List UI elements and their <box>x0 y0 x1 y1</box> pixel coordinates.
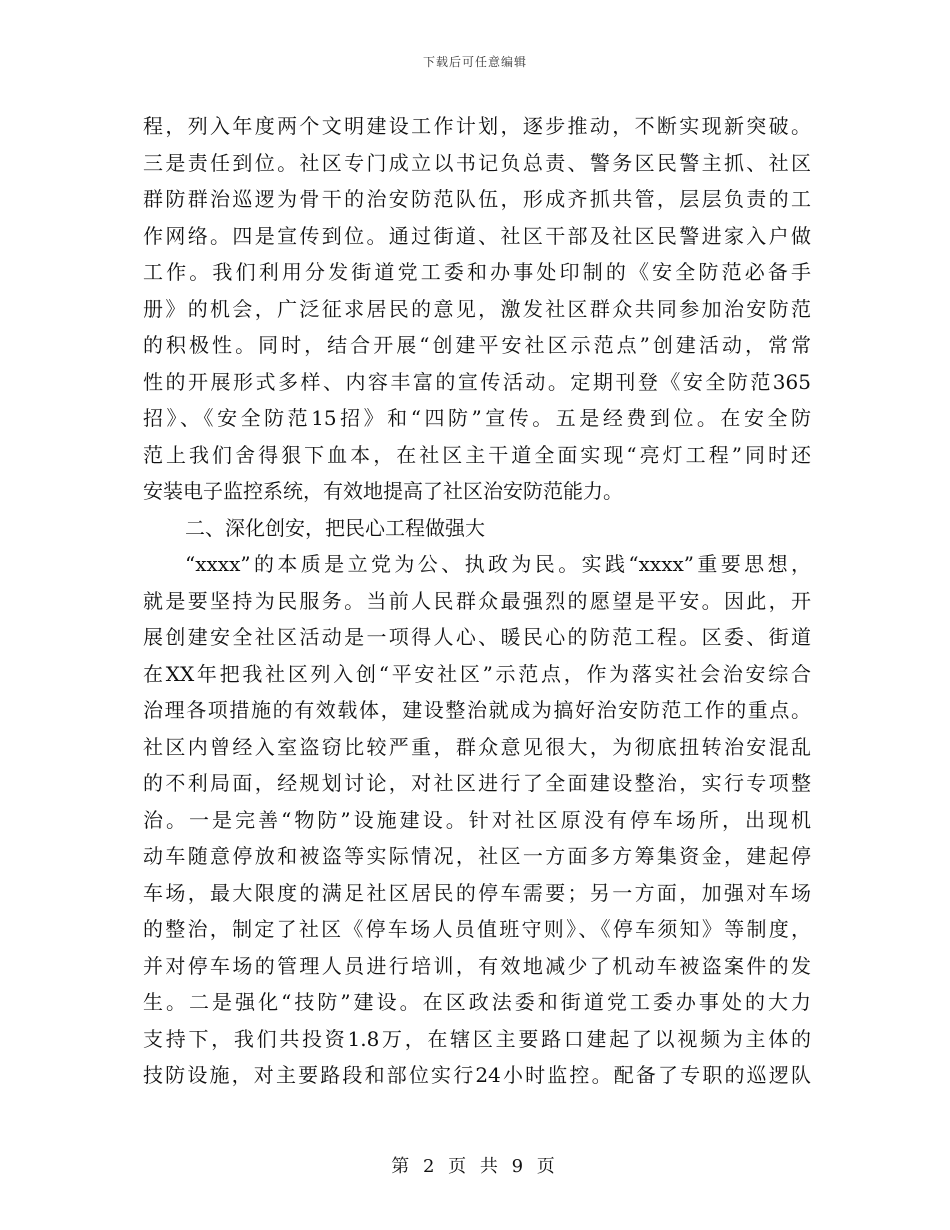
text-line: 技防设施，对主要路段和部位实行24小时监控。配备了专职的巡逻队 <box>143 1063 811 1087</box>
document-body <box>143 108 811 1094</box>
text-line: 三是责任到位。社区专门成立以书记负总责、警务区民警主抓、社区 <box>143 150 811 175</box>
page-number: 第 2 页 共 9 页 <box>391 1156 559 1177</box>
text-line: 招》、《安全防范15招》和“四防”宣传。五是经费到位。在安全防 <box>143 406 811 430</box>
text-line: 群防群治巡逻为骨干的治安防范队伍，形成齐抓共管，层层负责的工 <box>143 187 811 211</box>
text-line: 社区内曾经入室盗窃比较严重，群众意见很大，为彻底扭转治安混乱 <box>143 734 811 759</box>
section-heading: 二、深化创安，把民心工程做强大 <box>185 515 485 540</box>
text-line: 性的开展形式多样、内容丰富的宣传活动。定期刊登《安全防范365 <box>143 369 811 394</box>
text-line: 生。二是强化“技防”建设。在区政法委和街道党工委办事处的大力 <box>143 990 811 1014</box>
text-line: 动车随意停放和被盗等实际情况，社区一方面多方筹集资金，建起停 <box>143 844 811 868</box>
text-line: 的整治，制定了社区《停车场人员值班守则》、《停车须知》等制度， <box>143 917 811 941</box>
text-line: 展创建安全社区活动是一项得人心、暖民心的防范工程。区委、街道 <box>143 625 811 649</box>
text-line: 的不利局面，经规划讨论，对社区进行了全面建设整治，实行专项整 <box>143 771 811 795</box>
text-line: 支持下，我们共投资1.8万，在辖区主要路口建起了以视频为主体的 <box>143 1026 811 1051</box>
text-line: 并对停车场的管理人员进行培训，有效地减少了机动车被盗案件的发 <box>143 953 811 978</box>
text-line: 作网络。四是宣传到位。通过街道、社区干部及社区民警进家入户做 <box>143 223 811 248</box>
text-line: 治。一是完善“物防”设施建设。针对社区原没有停车场所，出现机 <box>143 807 811 832</box>
text-line: 范上我们舍得狠下血本，在社区主干道全面实现“亮灯工程”同时还 <box>143 442 811 467</box>
text-line: 册》的机会，广泛征求居民的意见，激发社区群众共同参加治安防范 <box>143 296 811 321</box>
text-line: 程，列入年度两个文明建设工作计划，逐步推动，不断实现新突破。 <box>143 114 811 138</box>
page-header: 下载后可任意编辑 <box>422 55 527 69</box>
text-line: 工作。我们利用分发街道党工委和办事处印制的《安全防范必备手 <box>143 260 811 284</box>
text-line: 在XX年把我社区列入创“平安社区”示范点，作为落实社会治安综合 <box>143 661 811 686</box>
text-line: 治理各项措施的有效载体，建设整治就成为搞好治安防范工作的重点。 <box>143 698 811 722</box>
text-line: “xxxx”的本质是立党为公、执政为民。实践“xxxx”重要思想， <box>185 552 811 576</box>
text-line: 的积极性。同时，结合开展“创建平安社区示范点”创建活动，常常 <box>143 333 811 357</box>
text-line: 安装电子监控系统，有效地提高了社区治安防范能力。 <box>143 479 623 503</box>
text-line: 车场，最大限度的满足社区居民的停车需要；另一方面，加强对车场 <box>143 880 811 905</box>
text-line: 就是要坚持为民服务。当前人民群众最强烈的愿望是平安。因此，开 <box>143 588 811 613</box>
